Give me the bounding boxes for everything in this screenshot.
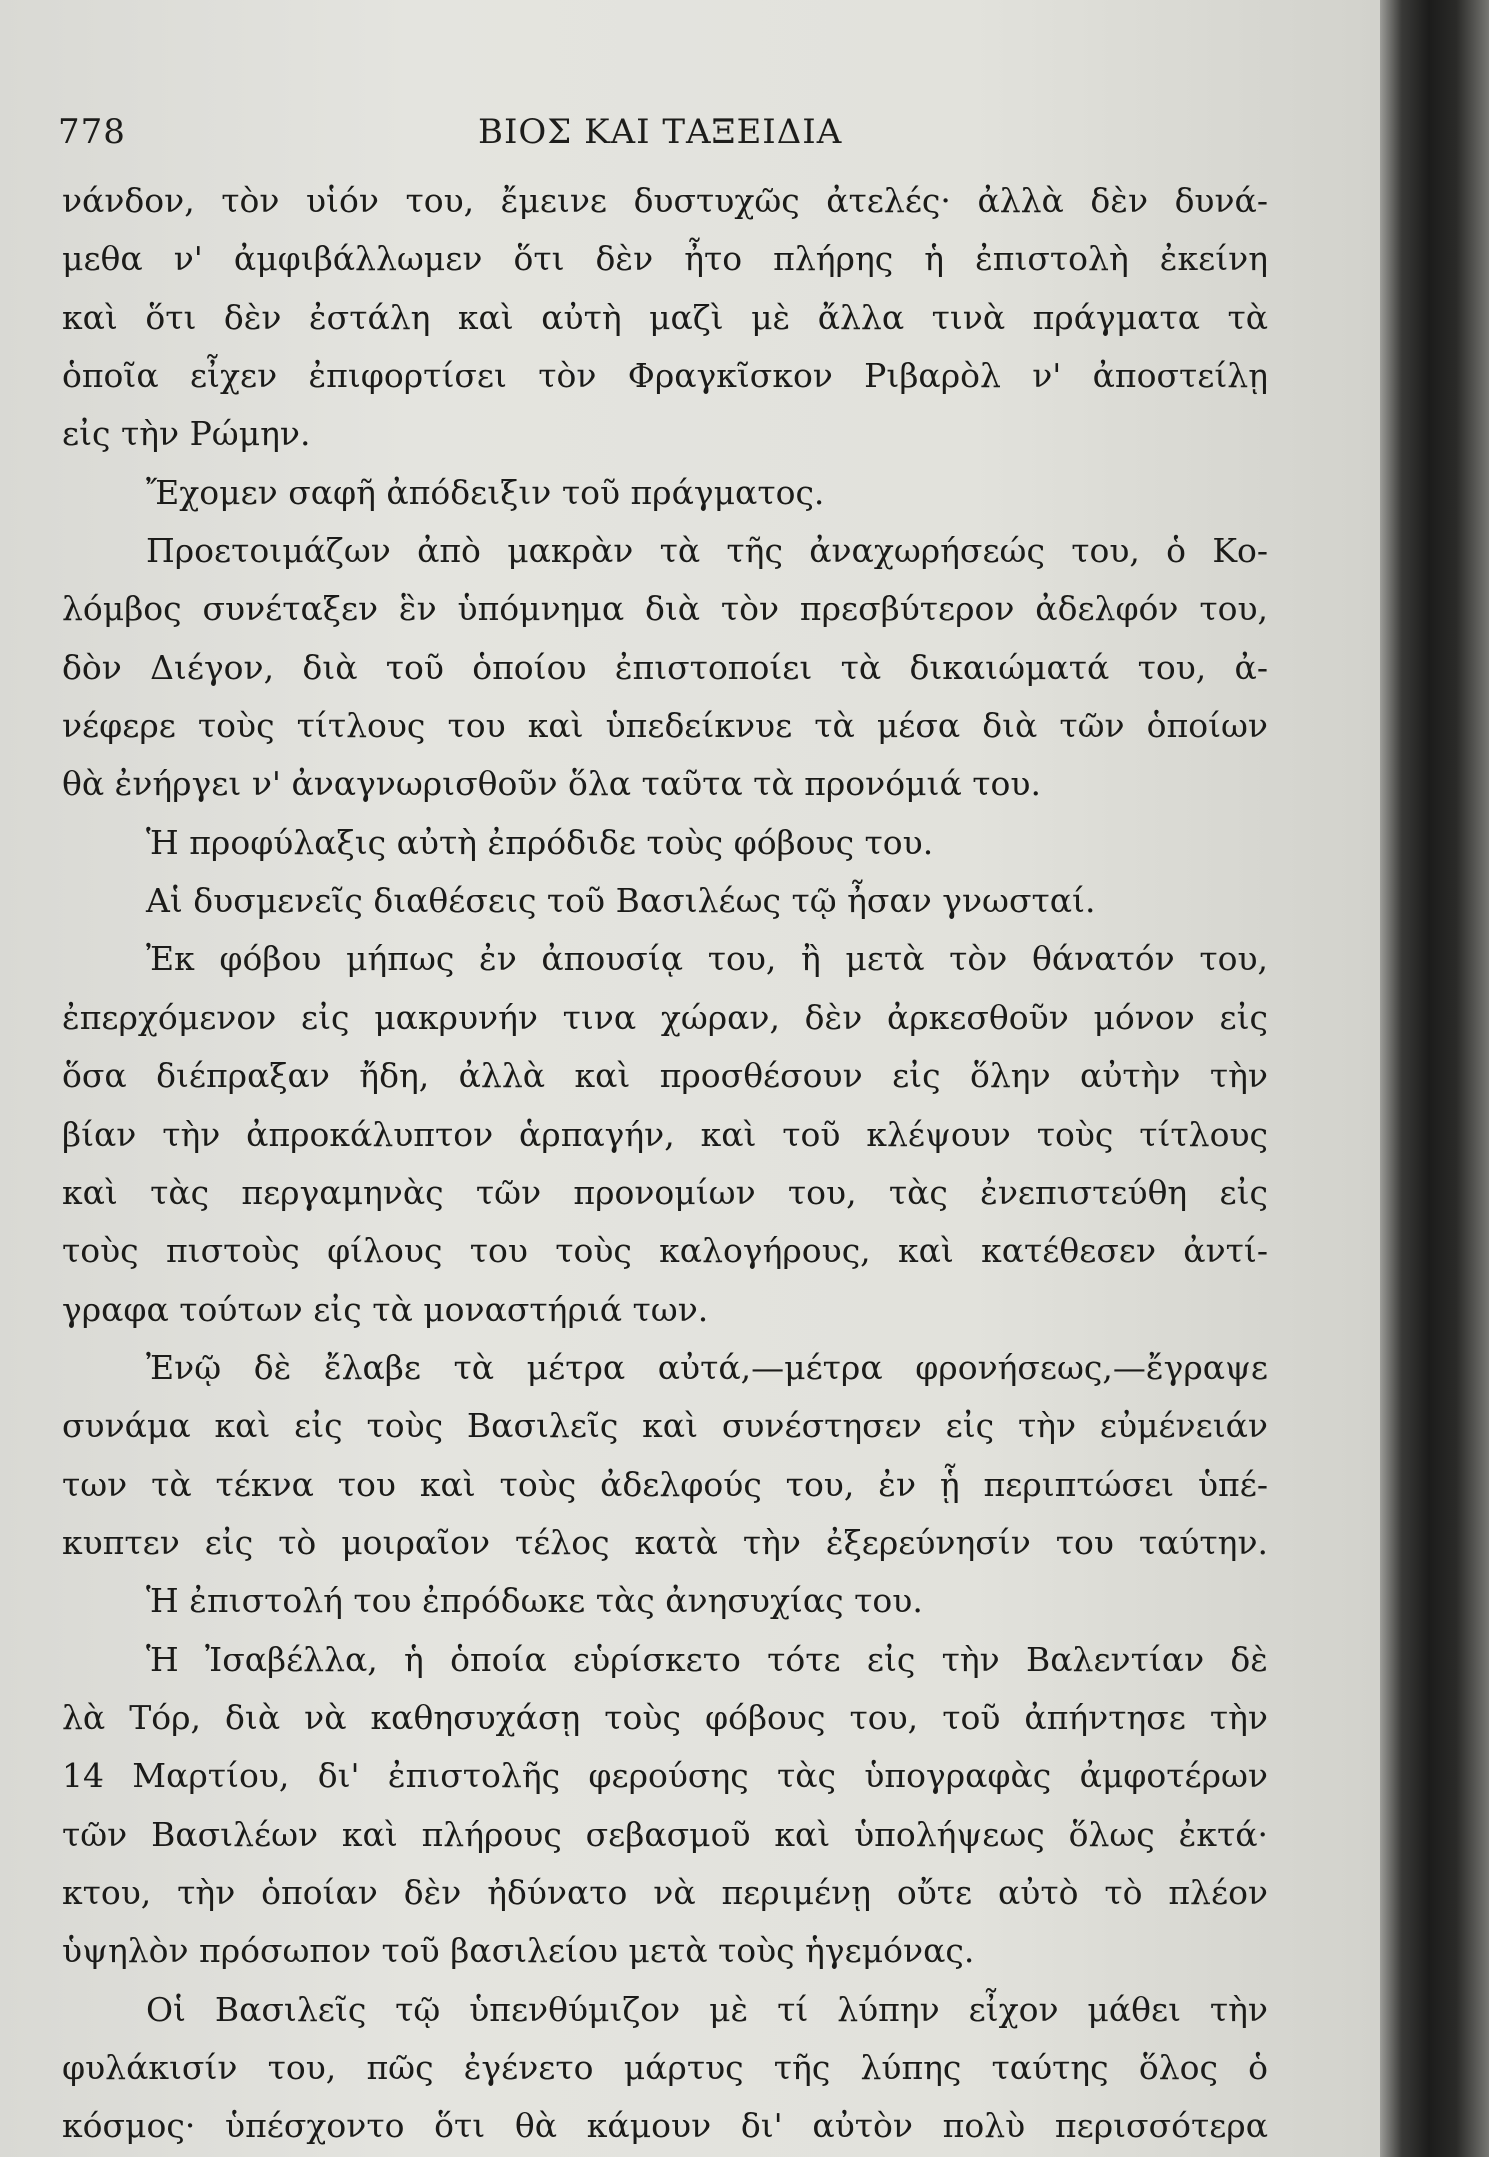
text-line: καὶ ὅτι δὲν ἐστάλη καὶ αὐτὴ μαζὶ μὲ ἄλλα τινὰ πράγματα τὰ xyxy=(62,297,1268,337)
paragraph-start: Ἔχομεν σαφῆ ἀπόδειξιν τοῦ πράγματος. xyxy=(146,472,825,512)
paragraph-start: Ἐνῷ δὲ ἔλαβε τὰ μέτρα αὐτά,—μέτρα φρονήσεως,—ἔγραψε xyxy=(146,1347,1268,1387)
text-line: τῶν Βασιλέων καὶ πλήρους σεβασμοῦ καὶ ὑπολήψεως ὅλως ἐκτά· xyxy=(62,1814,1268,1854)
text-line: ὑψηλὸν πρόσωπον τοῦ βασιλείου μετὰ τοὺς ἡγεμόνας. xyxy=(62,1931,975,1971)
paragraph-start: Οἱ Βασιλεῖς τῷ ὑπενθύμιζον μὲ τί λύπην εἶχον μάθει τὴν xyxy=(146,1989,1268,2029)
paragraph-start: Ἡ Ἰσαβέλλα, ἡ ὁποία εὑρίσκετο τότε εἰς τὴν Βαλεντίαν δὲ xyxy=(146,1639,1268,1679)
text-line: λὰ Τόρ, διὰ νὰ καθησυχάσῃ τοὺς φόβους του, τοῦ ἀπήντησε τὴν xyxy=(62,1697,1268,1737)
text-line: εἰς τὴν Ρώμην. xyxy=(62,414,311,454)
page-header xyxy=(58,112,1258,162)
text-line: βίαν τὴν ἀπροκάλυπτον ἁρπαγήν, καὶ τοῦ κλέψουν τοὺς τίτλους xyxy=(62,1114,1268,1154)
text-line: θὰ ἐνήργει ν' ἀναγνωρισθοῦν ὅλα ταῦτα τὰ προνόμιά του. xyxy=(62,764,1041,804)
text-line: νέφερε τοὺς τίτλους του καὶ ὑπεδείκνυε τὰ μέσα διὰ τῶν ὁποίων xyxy=(62,706,1268,746)
running-head: ΒΙΟΣ ΚΑΙ ΤΑΞΕΙΔΙΑ xyxy=(478,112,843,152)
paragraph-start: Προετοιμάζων ἀπὸ μακρὰν τὰ τῆς ἀναχωρήσεώς του, ὁ Κο- xyxy=(146,531,1268,571)
paragraph-start: Ἡ προφύλαξις αὐτὴ ἐπρόδιδε τοὺς φόβους του. xyxy=(146,822,934,862)
text-line: τοὺς πιστοὺς φίλους του τοὺς καλογήρους, καὶ κατέθεσεν ἀντί- xyxy=(62,1231,1268,1271)
text-line: ἐπερχόμενον εἰς μακρυνήν τινα χώραν, δὲν ἀρκεσθοῦν μόνον εἰς xyxy=(62,997,1268,1037)
text-line: καὶ τὰς περγαμηνὰς τῶν προνομίων του, τὰς ἐνεπιστεύθη εἰς xyxy=(62,1172,1268,1212)
text-line: φυλάκισίν του, πῶς ἐγένετο μάρτυς τῆς λύπης ταύτης ὅλος ὁ xyxy=(62,2048,1268,2087)
page-number: 778 xyxy=(58,112,126,152)
text-line: ὁποῖα εἶχεν ἐπιφορτίσει τὸν Φραγκῖσκον Ριβαρὸλ ν' ἀποστείλῃ xyxy=(62,356,1268,396)
text-line: μεθα ν' ἀμφιβάλλωμεν ὅτι δὲν ἦτο πλήρης ἡ ἐπιστολὴ ἐκείνη xyxy=(62,239,1268,279)
text-line: κτου, τὴν ὁποίαν δὲν ἠδύνατο νὰ περιμένῃ οὔτε αὐτὸ τὸ πλέον xyxy=(62,1872,1268,1912)
text-line: δὸν Διέγον, διὰ τοῦ ὁποίου ἐπιστοποίει τὰ δικαιώματά του, ἀ- xyxy=(62,647,1268,687)
text-line: κυπτεν εἰς τὸ μοιραῖον τέλος κατὰ τὴν ἐξερεύνησίν του ταύτην. xyxy=(62,1522,1268,1562)
text-line: 14 Μαρτίου, δι' ἐπιστολῆς φερούσης τὰς ὑπογραφὰς ἀμφοτέρων xyxy=(62,1756,1268,1796)
paragraph-start: Αἱ δυσμενεῖς διαθέσεις τοῦ Βασιλέως τῷ ἦσαν γνωσταί. xyxy=(146,881,1096,921)
text-line: νάνδον, τὸν υἱόν του, ἔμεινε δυστυχῶς ἀτελές· ἀλλὰ δὲν δυνά- xyxy=(62,181,1268,220)
body-text xyxy=(62,172,1268,2156)
text-line: συνάμα καὶ εἰς τοὺς Βασιλεῖς καὶ συνέστησεν εἰς τὴν εὐμένειάν xyxy=(62,1406,1268,1446)
paragraph-start: Ἡ ἐπιστολή του ἐπρόδωκε τὰς ἀνησυχίας του. xyxy=(146,1581,923,1621)
book-binding-shadow xyxy=(1380,0,1489,2157)
paragraph-start: Ἐκ φόβου μήπως ἐν ἀπουσίᾳ του, ἢ μετὰ τὸν θάνατόν του, xyxy=(146,939,1268,979)
text-line: ὅσα διέπραξαν ἤδη, ἀλλὰ καὶ προσθέσουν εἰς ὅλην αὐτὴν τὴν xyxy=(62,1056,1268,1096)
text-line: γραφα τούτων εἰς τὰ μοναστήριά των. xyxy=(62,1289,709,1329)
text-line: των τὰ τέκνα του καὶ τοὺς ἀδελφούς του, ἐν ᾗ περιπτώσει ὑπέ- xyxy=(62,1464,1268,1504)
text-line: λόμβος συνέταξεν ἓν ὑπόμνημα διὰ τὸν πρεσβύτερον ἀδελφόν του, xyxy=(62,589,1268,629)
text-line: κόσμος· ὑπέσχοντο ὅτι θὰ κάμουν δι' αὐτὸν πολὺ περισσότερα xyxy=(62,2106,1268,2146)
